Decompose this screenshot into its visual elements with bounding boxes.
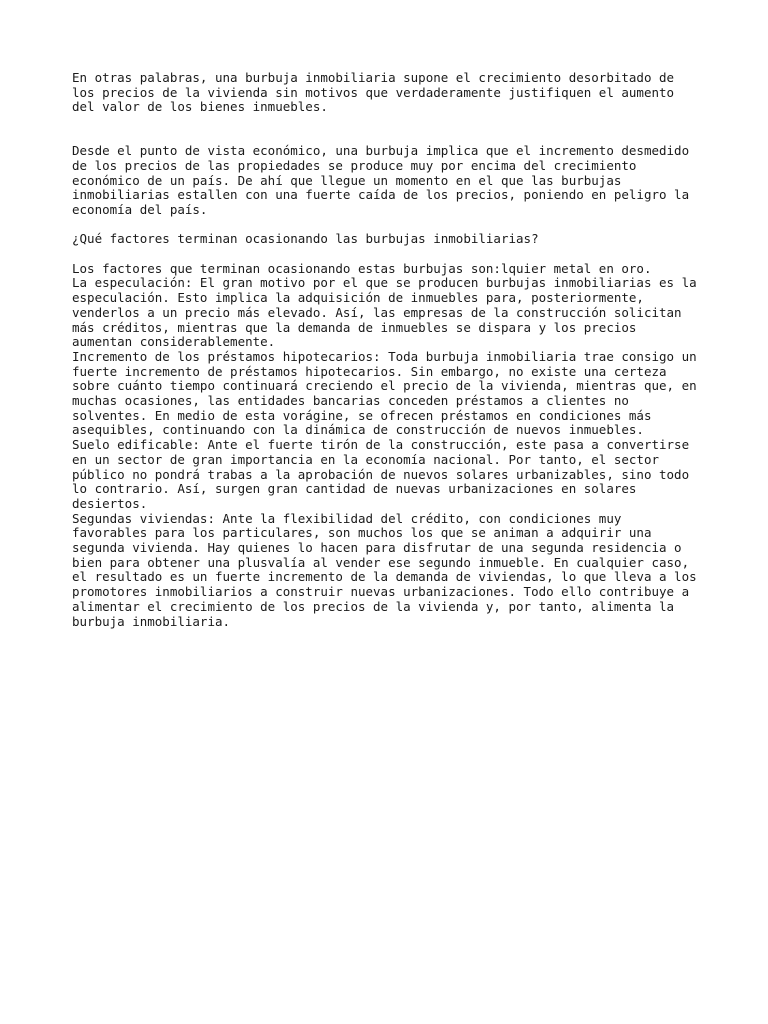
section-question: ¿Qué factores terminan ocasionando las burbujas inmobiliarias? bbox=[72, 231, 539, 247]
intro-paragraph: En otras palabras, una burbuja inmobiliaria supone el crecimiento desorbitado de los precios de la vivienda sin motivos que verdaderamente justifiquen el aumento del valor de los bienes inmuebles. bbox=[72, 70, 675, 115]
factor-speculation: La especulación: El gran motivo por el que se producen burbujas inmobiliarias es la especulación. Esto implica la adquisición de inmuebles para, posteriormente, venderlos a un precio más elevado. Así, las empresas de la construcción solicitan más créditos, mientras que la demanda de inmuebles se dispara y los precios aumentan considerablemente. bbox=[72, 275, 697, 350]
paragraph-spacer bbox=[72, 115, 712, 144]
document-page bbox=[72, 71, 712, 629]
factors-intro: Los factores que terminan ocasionando estas burbujas son:lquier metal en oro. bbox=[72, 260, 652, 276]
paragraph-spacer bbox=[72, 247, 712, 262]
factor-buildable-land: Suelo edificable: Ante el fuerte tirón de la construcción, este pasa a convertirse en un sector de gran importancia en la economía nacional. Por tanto, el sector público no pondrá trabas a la aprobación de nuevos solares urbanizables, sino todo lo contrario. Así, surgen gran cantidad de nuevas urbanizaciones en solares desiertos. bbox=[72, 437, 690, 511]
factor-second-homes: Segundas viviendas: Ante la flexibilidad del crédito, con condiciones muy favorables para los particulares, son muchos los que se animan a adquirir una segunda vivienda. Hay quienes lo hacen para disfrutar de una segunda residencia o bien para obtener una plusvalía al vender ese segundo inmueble. En cualquier caso, el resultado es un fuerte incremento de la demanda de viviendas, lo que lleva a los promotores inmobiliarios a construir nuevas urbanizaciones. Todo ello contribuye a alimentar el crecimiento de los precios de la vivienda y, por tanto, alimenta la burbuja inmobiliaria. bbox=[72, 510, 697, 629]
factor-mortgage-loans: Incremento de los préstamos hipotecarios: Toda burbuja inmobiliaria trae consigo un fuerte incremento de préstamos hipotecarios. Sin embargo, no existe una certeza sobre cuánto tiempo continuará creciendo el precio de la vivienda, mientras que, en muchas ocasiones, las entidades bancarias conceden préstamos a clientes no solventes. En medio de esta vorágine, se ofrecen préstamos en condiciones más asequibles, continuando con la dinámica de construcción de nuevos inmuebles. bbox=[72, 348, 697, 438]
economic-view-paragraph: Desde el punto de vista económico, una burbuja implica que el incremento desmedido de los precios de las propiedades se produce muy por encima del crecimiento económico de un país. De ahí que llegue un momento en el que las burbujas inmobiliarias estallen con una fuerte caída de los precios, poniendo en peligro la economía del país. bbox=[72, 143, 690, 217]
paragraph-spacer bbox=[72, 218, 712, 233]
